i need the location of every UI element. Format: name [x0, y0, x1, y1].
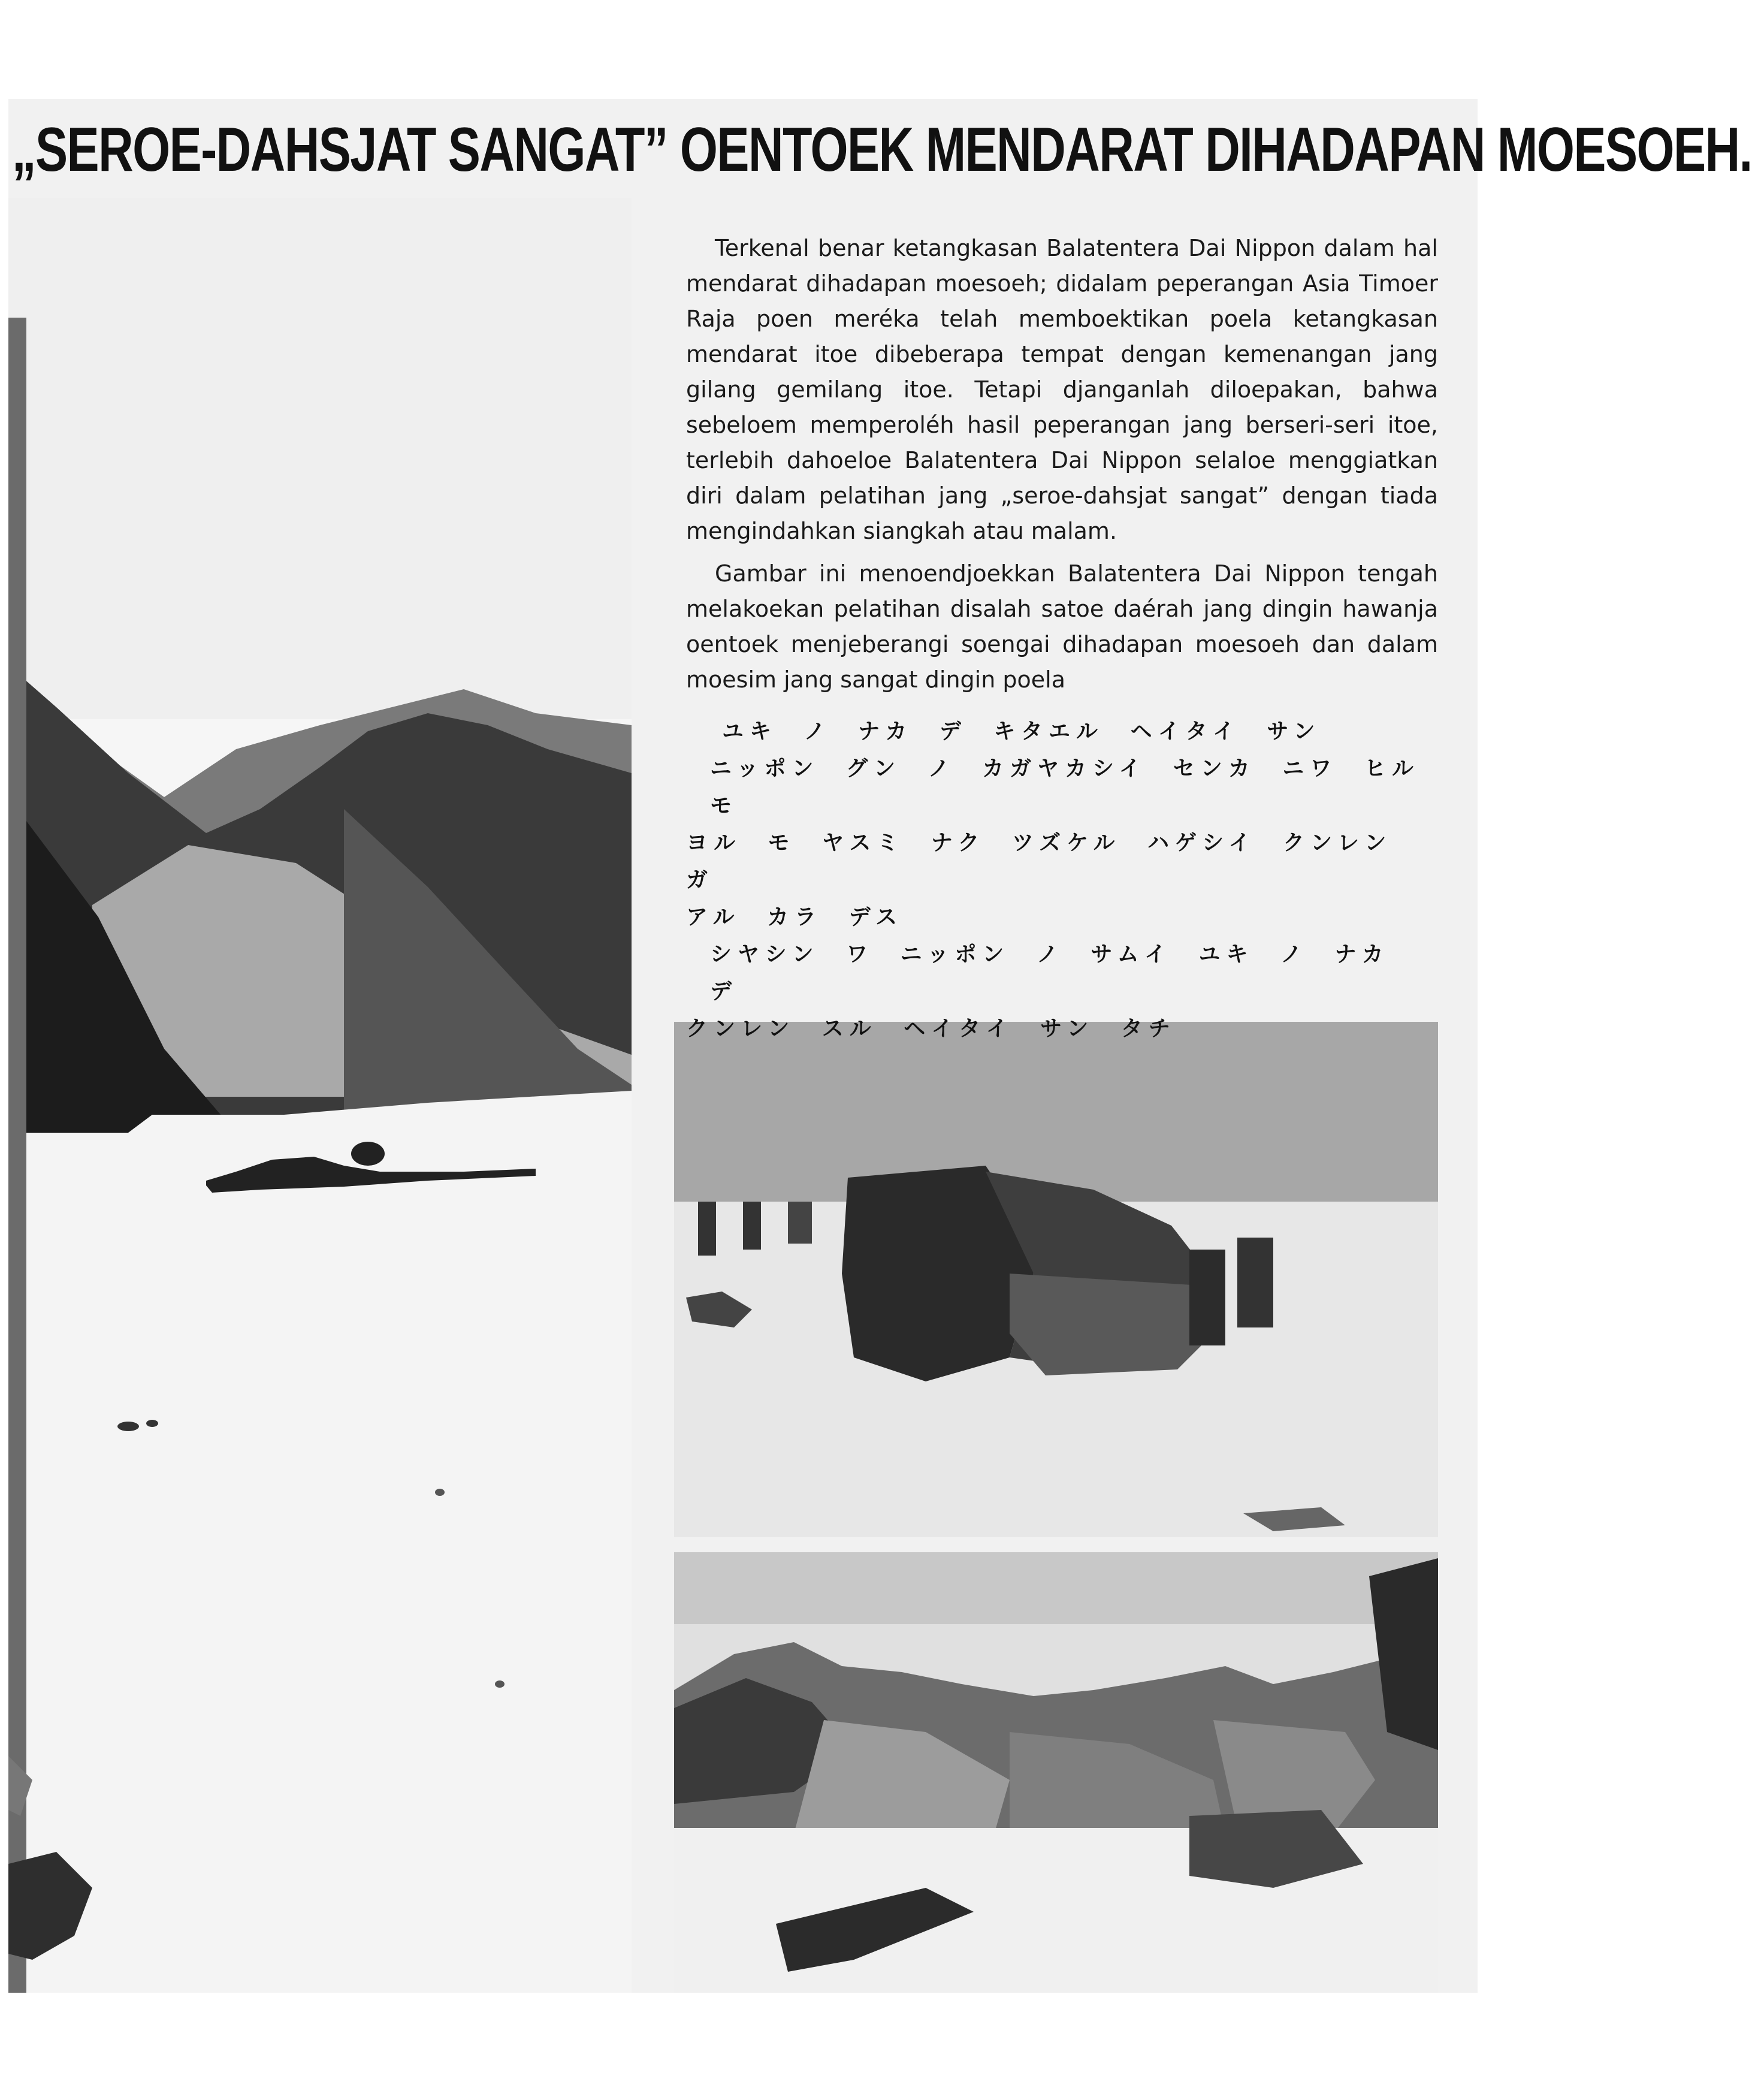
photo-soldiers-with-boat: [674, 1022, 1438, 1537]
japanese-caption: [686, 713, 1446, 1048]
article-body: [686, 231, 1438, 698]
article-paragraph: Gambar ini menoendjoekkan Balatentera Dai Nippon tengah melakoekan pelatihan disalah satoe daérah jang dingin hawanja oentoek menjeberangi soengai dihadapan moesoeh dan dalam moesim jang sangat dingin poela: [686, 560, 1438, 693]
japanese-caption-line: アル カラ デス: [686, 905, 904, 930]
japanese-caption-line: ユキ ノ ナカ デ キタエル ヘイタイ サン: [722, 719, 1321, 744]
japanese-caption-line: ニッポン グン ノ カガヤカシイ センカ ニワ ヒル モ: [710, 756, 1446, 818]
japanese-caption-line: クンレン スル ヘイタイ サン タチ: [686, 1016, 1176, 1041]
photo-soldier-in-snow: [8, 198, 632, 1993]
page-title: „SEROE-DAHSJAT SANGAT” OENTOEK MENDARAT DIHADAPAN MOESOEH.: [12, 115, 1752, 185]
photo-soldiers-hauling-boat: [674, 1552, 1438, 1993]
article-paragraph: Terkenal benar ketangkasan Balatentera Dai Nippon dalam hal mendarat dihadapan moesoeh; didalam peperangan Asia Timoer Raja poen meréka telah memboektikan poela ketangkasan mendarat itoe dibeberapa tempat dengan kemenangan jang gilang gemilang itoe. Tetapi djanganlah diloepakan, bahwa sebeloem memperoléh hasil peperangan jang berseri-seri itoe, terlebih dahoeloe Balatentera Dai Nippon selaloe menggiatkan diri dalam pelatihan jang „seroe-dahsjat sangat” dengan tiada mengindahkan siangkah atau malam.: [686, 235, 1438, 544]
japanese-caption-line: シヤシン ワ ニッポン ノ サムイ ユキ ノ ナカ デ: [710, 942, 1416, 1004]
japanese-caption-line: ヨル モ ヤスミ ナク ツズケル ハゲシイ クンレン ガ: [686, 831, 1419, 892]
